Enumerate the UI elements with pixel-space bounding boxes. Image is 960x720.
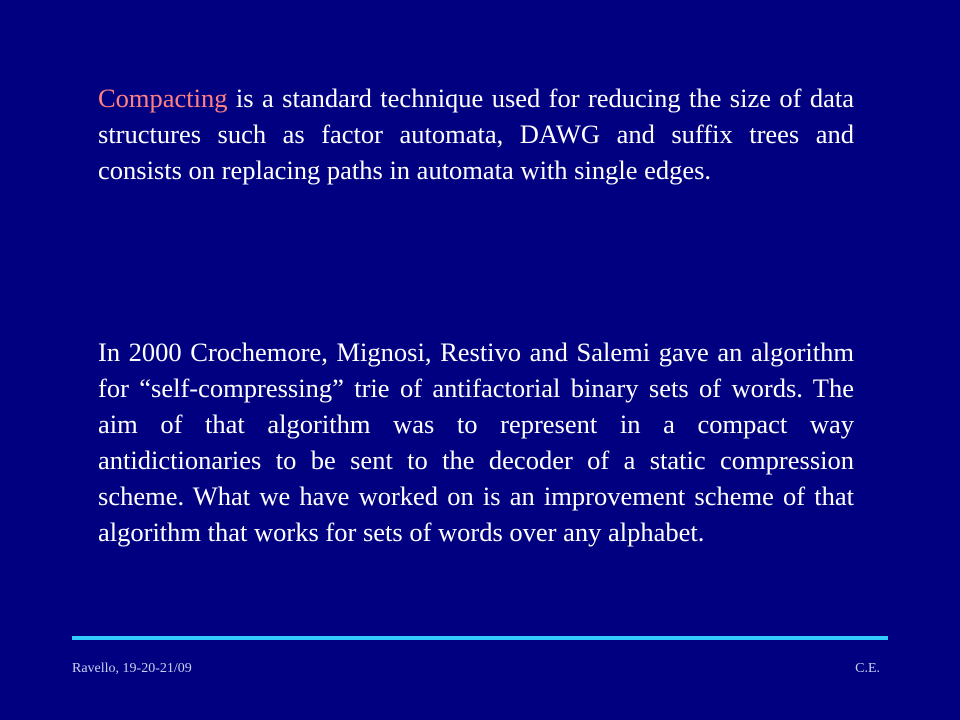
footer-author-initials: C.E. <box>855 661 880 676</box>
paragraph-compacting <box>98 80 854 188</box>
footer-location-date: Ravello, 19-20-21/09 <box>72 661 192 676</box>
paragraph-compacting-text: is a standard technique used for reducing the size of data structures such as factor automata, DAWG and suffix trees and consists on replacing paths in automata with single edges. <box>98 83 854 185</box>
highlighted-term: Compacting <box>98 83 228 113</box>
footer-divider <box>72 636 888 640</box>
paragraph-history: In 2000 Crochemore, Mignosi, Restivo and Salemi gave an algorithm for “self-compressing” trie of antifactorial binary sets of words. The aim of that algorithm was to represent in a compact way antidictionaries to be sent to the decoder of a static compression scheme. What we have worked on is an improvement scheme of that algorithm that works for sets of words over any alphabet. <box>98 337 854 547</box>
